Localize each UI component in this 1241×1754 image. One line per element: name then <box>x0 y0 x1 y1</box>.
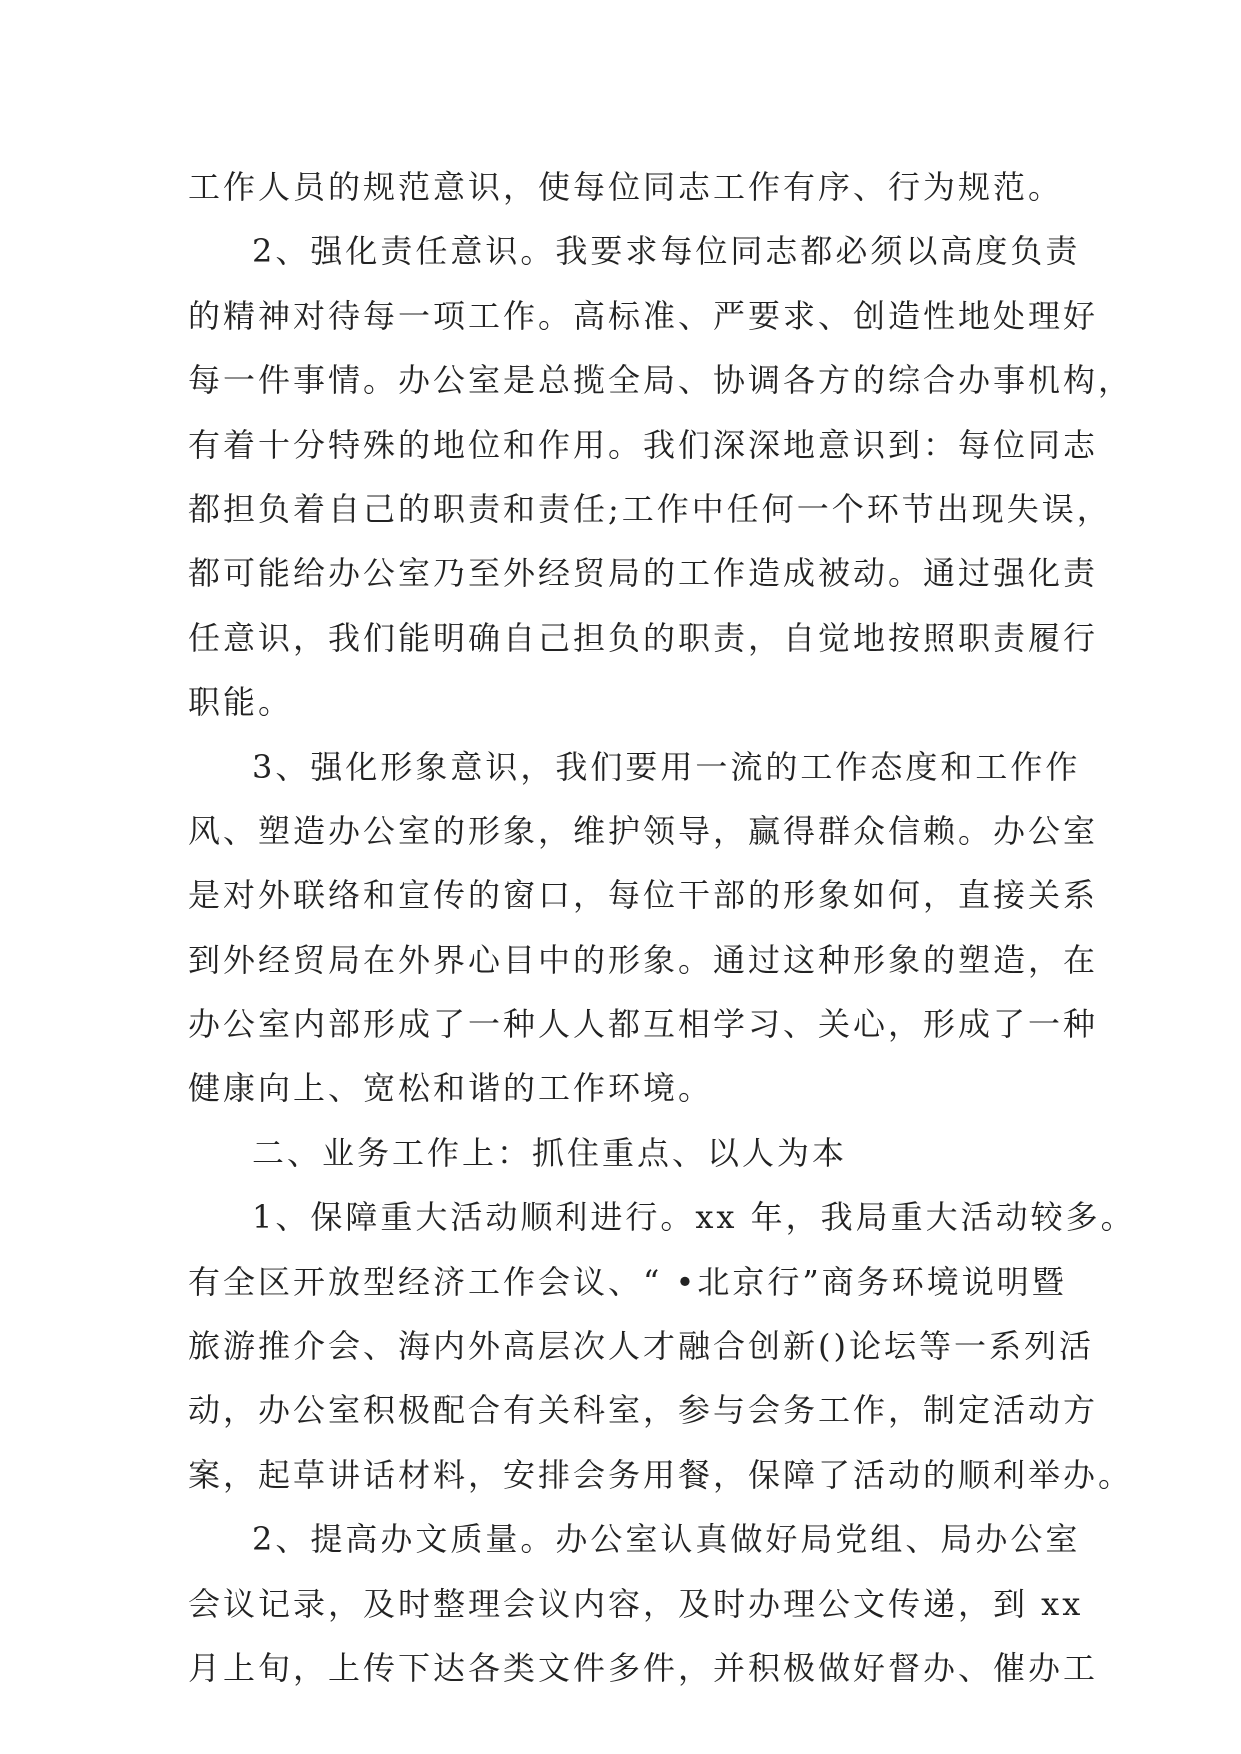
text-line: 是对外联络和宣传的窗口，每位干部的形象如何，直接关系 <box>188 876 1099 915</box>
text-line: 任意识，我们能明确自己担负的职责，自觉地按照职责履行 <box>188 618 1099 657</box>
paragraph-first-line: 3、强化形象意识，我们要用一流的工作态度和工作作 <box>252 747 1081 786</box>
text-line: 案，起草讲话材料，安排会务用餐，保障了活动的顺利举办。 <box>188 1455 1134 1494</box>
document-body <box>188 155 1136 1700</box>
text-line: 动，办公室积极配合有关科室，参与会务工作，制定活动方 <box>188 1391 1099 1430</box>
text-line: 会议记录，及时整理会议内容，及时办理公文传递，到 xx <box>188 1584 1084 1623</box>
text-line: 有着十分特殊的地位和作用。我们深深地意识到：每位同志 <box>188 425 1099 464</box>
text-line: 健康向上、宽松和谐的工作环境。 <box>188 1069 714 1108</box>
section-heading: 二、业务工作上：抓住重点、以人为本 <box>252 1133 848 1172</box>
paragraph-first-line: 1、保障重大活动顺利进行。xx 年，我局重大活动较多。 <box>252 1198 1136 1237</box>
text-line: 都担负着自己的职责和责任;工作中任何一个环节出现失误， <box>188 489 1112 528</box>
text-line: 的精神对待每一项工作。高标准、严要求、创造性地处理好 <box>188 296 1099 335</box>
text-line: 都可能给办公室乃至外经贸局的工作造成被动。通过强化责 <box>188 554 1099 593</box>
text-line: 工作人员的规范意识，使每位同志工作有序、行为规范。 <box>188 168 1064 206</box>
text-line: 每一件事情。办公室是总揽全局、协调各方的综合办事机构， <box>188 361 1134 400</box>
text-line: 办公室内部形成了一种人人都互相学习、关心，形成了一种 <box>188 1005 1099 1044</box>
text-line: 有全区开放型经济工作会议、“ •北京行”商务环境说明暨 <box>188 1262 1067 1301</box>
text-line: 月上旬，上传下达各类文件多件，并积极做好督办、催办工 <box>188 1648 1099 1687</box>
text-line: 风、塑造办公室的形象，维护领导，赢得群众信赖。办公室 <box>188 811 1099 850</box>
text-line: 旅游推介会、海内外高层次人才融合创新()论坛等一系列活 <box>188 1327 1094 1366</box>
paragraph-first-line: 2、提高办文质量。办公室认真做好局党组、局办公室 <box>252 1520 1081 1559</box>
text-line: 到外经贸局在外界心目中的形象。通过这种形象的塑造，在 <box>188 940 1099 979</box>
text-line: 职能。 <box>188 683 294 722</box>
paragraph-first-line: 2、强化责任意识。我要求每位同志都必须以高度负责 <box>252 232 1081 271</box>
